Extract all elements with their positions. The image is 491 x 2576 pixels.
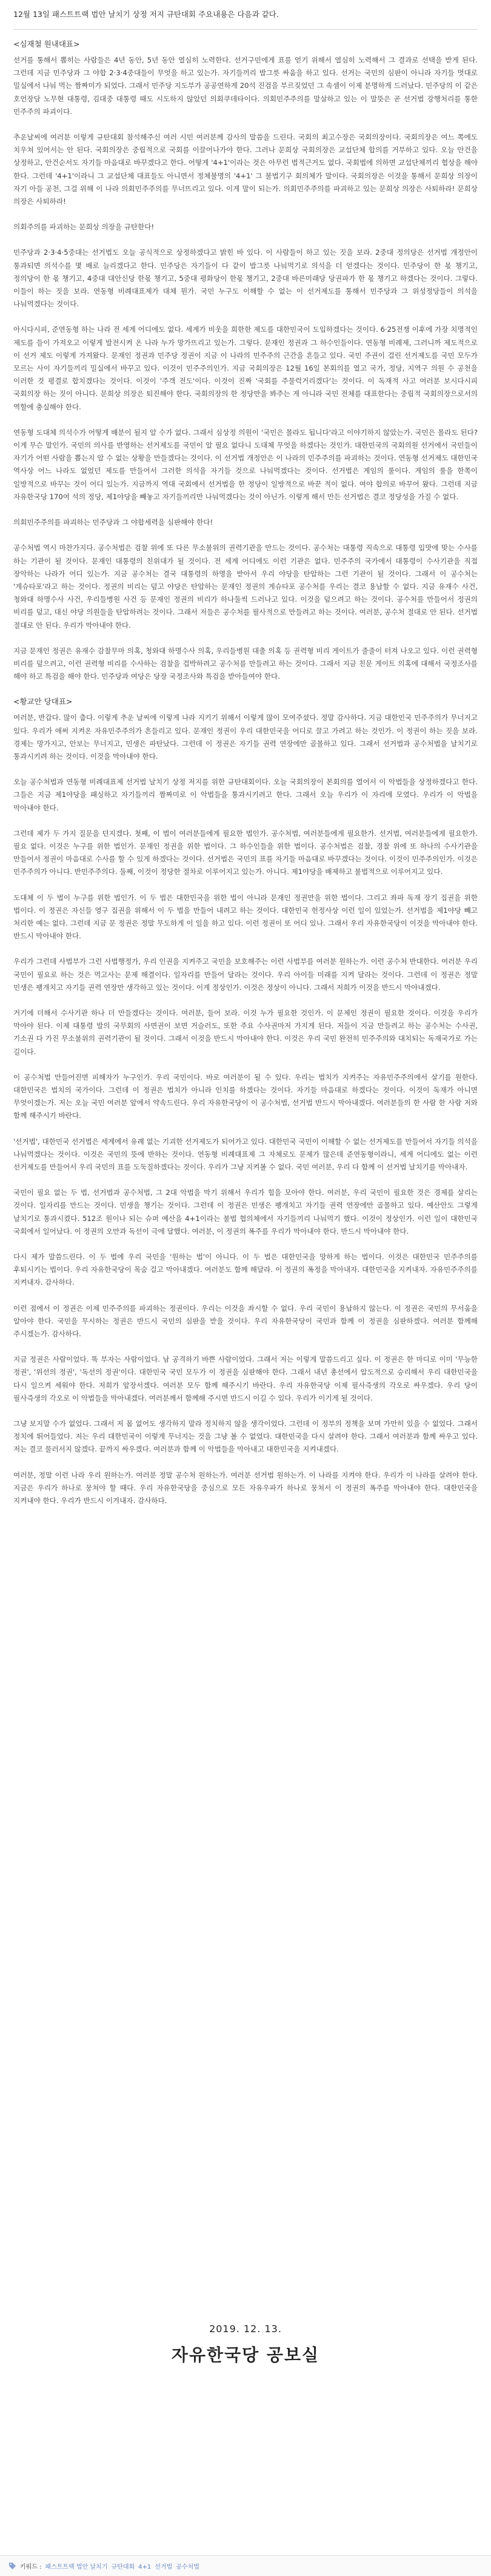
speech-paragraph: 도대체 이 두 법이 누구를 위한 법인가. 이 두 법은 대한민국을 위한 법이 아니라 문재인 정권만을 위한 법이다. 그리고 좌파 독재 장기 집권을 위한 법이다. 이 정권은 자신들 영구 집권을 위해서 이 두 법을 만들어 내려고 하는 것이다. 대한민국 헌정사상 이런 일이 있었는가. 선거법을 제1야당 빼고 처리한 예는 없다. 그런데 지금 문 정권은 정말 무도하게 이 일을 하고 있다. 이런 정권이 또 어디 있나. 그래서 우리 자유한국당이 이것을 막아내야 한다. 반드시 막아내야 한다. [13,893,478,941]
release-date: 2019. 12. 13. [209,2323,282,2335]
speech-paragraph: 지금 정권은 사람이었다. 똑 부자는 사람이었다. 남 공격하기 바쁜 사람이었다. 그래서 저는 이렇게 말씀드리고 싶다. 이 정권은 한 마디로 이미 '무능한 정권', '위선의 정권', '독선의 정권'이다. 대한민국 국민 모두가 이 정권을 심판해야 한다. 그래서 내년 총선에서 압도적으로 승리해서 우리 대한민국을 다시 일으켜 세워야 한다. 저희가 앞장서겠다. 여러분 모두 함께 해주시기 바란다. 우리 자유한국당 이제 필사즉생의 각오로 싸우겠다. 우리 당이 필사즉생의 각오로 이 악법들을 막아내겠다. 여러분께서 함께해 주시면 반드시 이길 수 있다. 우리가 이기게 될 것이다. [13,1355,478,1402]
speech-paragraph: 의회민주주의를 파괴하는 민주당과 그 야합세력을 심판해야 한다! [13,518,213,527]
speech-paragraph: 다시 제가 말씀드린다. 이 두 법에 우리 국민을 '원하는 법'이 아니다. 이 두 법은 대한민국을 망하게 하는 법이다. 이것은 대한민국 민주주의를 후퇴시키는 법이다. 우리 자유한국당이 목숨 걸고 막아내겠다. 여러분도 함께 해달라. 이 정권의 폭정을 막아내자. 대한민국을 지켜내자. 자유민주주의를 지켜내자. 감사하다. [13,1253,478,1287]
speech-paragraph: 추운날씨에 여러분 이렇게 규탄대회 참석해주신 여러 시민 여러분께 감사의 말씀을 드린다. 국회의 최고수장은 국회의장이다. 국회의장은 여느 쪽에도 치우쳐 있어서는 안 된다. 국회의장은 중립적으로 국회를 이끌어나가야 한다. 그러나 문희상 국회의장은 교섭단체 합의를 거부하고 있다. 오늘 안건을 상정하고, 안건순서도 자기들 마음대로 바꾸겠다고 한다. 어떻게 '4+1'이라는 것은 아무런 법적근거도 없다. 국회법에 의하면 교섭단체끼리 협상을 해야 한다. 그런데 '4+1'이라니 그 교섭단체 대표들도 아니면서 정체불명의 '4+1' 그 불법기구 회의체가 말이다. 국회의장은 이것을 통해서 문희상 의장이 자기 아들 공천, 그걸 위해 이 나라 의회민주주의를 무너뜨리고 있다. 이게 말이 되는가. 의회민주주의를 파괴하고 있는 문희상 의장은 사퇴하라! 문희상 의장은 사퇴하라! [13,133,478,206]
speech-paragraph: 이런 점에서 이 정권은 이제 민주주의를 파괴하는 정권이다. 우리는 이것을 좌시할 수 없다. 우리 국민이 용납하지 않는다. 이 정권은 국민의 무서움을 알아야 한다. 국민을 무시하는 정권은 반드시 국민의 심판을 받을 것이다. 우리 자유한국당이 국민과 함께 이 정권을 심판하겠다. 여러분 함께해 주시겠는가. 감사하다. [13,1303,478,1339]
speech-paragraph: '선거법', 대한민국 선거법은 세계에서 유례 없는 기괴한 선거제도가 되어가고 있다. 대한민국 국민이 이해할 수 없는 선거제도를 만들어서 자기들 의석을 나눠먹겠다는 것이다. 이것은 국민의 뜻에 반하는 것이다. 연동형 비례대표제 그 자체로도 문제가 많은데 준연동형이라니, 세계 어디에도 없는 이런 선거제도를 만들어서 우리 국민의 표를 도둑질하겠다는 것이다. 우리가 그냥 지켜볼 수 없다. 국민 여러분, 우리 다 함께 이 선거법 날치기를 막아내자. [13,1137,478,1172]
speech-paragraph: 의회주의를 파괴하는 문희상 의장을 규탄한다! [13,223,155,232]
keyword-tag[interactable]: 선거법 [155,2564,173,2571]
speech-paragraph: 국민이 필요 없는 두 법, 선거법과 공수처법, 그 2대 악법을 막기 위해서 우리가 힘을 모아야 한다. 여러분, 우리 국민이 필요한 것은 경제를 살리는 것이다. 일자리를 만드는 것이다. 민생을 챙기는 것이다. 그런데 이 정권은 민생은 팽개치고 자기들 권력 연장에만 골몰하고 있다. 예산안도 그렇게 날치기로 통과시켰다. 512조 원이나 되는 슈퍼 예산을 4+1이라는 불법 협의체에서 자기들끼리 나눠먹기 했다. 이것이 정상인가. 이런 일이 대한민국 국회에서 일어났다. 이 정권의 오만과 독선이 극에 달했다. 여러분, 이 정권의 폭주를 우리가 막아내야 한다. 반드시 막아내야 한다. [13,1188,478,1236]
tag-icon [8,2562,16,2570]
speech-paragraph: 그냥 보지말 수가 없었다. 그래서 저 몸 없어도 생각하지 말라 정치하지 않을 생각이었다. 그런데 이 정부의 정책을 보며 가만히 있을 수 없었다. 그래서 정치에 뛰어들었다. 저는 우리 대한민국이 이렇게 무너지는 것을 그냥 볼 수 없었다. 대한민국을 다시 살려야 한다. 그래서 여러분과 함께 싸우고 있다. 저는 결코 물러서지 않겠다. 끝까지 싸우겠다. 여러분과 함께 이 악법들을 막아내고 대한민국을 지켜내겠다. [13,1419,478,1454]
speech-paragraph: 지금 문재인 정권은 유재수 감찰무마 의혹, 청와대 하명수사 의혹, 우리들병원 대출 의혹 등 권력형 비리 게이트가 줄줄이 터져 나오고 있다. 이런 권력형 비리를 덮으려고, 이런 권력형 비리를 수사하는 검찰을 겁박하려고 공수처를 만들려고 하는 것이다. 그래서 지금 친문 게이트 의혹에 대해서 국정조사를 해야 하고 특검을 해야 한다. 민주당과 여당은 당장 국정조사와 특검을 받아들여야 한다. [13,646,478,681]
speech-paragraph: 공수처법 역시 마찬가지다. 공수처법은 검찰 위에 또 다른 무소불위의 권력기관을 만드는 것이다. 공수처는 대통령 직속으로 대통령 입맛에 맞는 수사를 하는 기관이 될 것이다. 문재인 대통령의 친위대가 될 것이다. 전 세계 어디에도 이런 기관은 없다. 민주주의 국가에서 대통령이 수사기관을 직접 장악하는 나라가 어디 있는가. 지금 공수처는 결국 대통령의 하명을 받아서 우리 야당을 탄압하는 그런 기관이 될 것이다. 그래서 이 공수처는 '게슈타포'라고 하는 것이다. 정권의 비리는 덮고 야당은 탄압하는 문재인 정권의 게슈타포 공수처를 우리는 결코 용납할 수 없다. 지금 유재수 사건, 청와대 하명수사 사건, 우리들병원 사건 등 문재인 정권의 비리가 하나둘씩 드러나고 있다. 이것을 덮으려고 하는 것이다. 공수처를 만들어서 정권의 비리를 덮고, 대신 야당 의원들을 탄압하려는 것이다. 그래서 저들은 공수처를 필사적으로 만들려고 하는 것이다. 여러분, 공수처 절대로 안 된다. 선거법 절대로 안 된다. 우리가 막아내야 한다. [13,543,478,630]
speech-paragraph: 민주당과 2·3·4·5중대는 선거법도 오늘 공식적으로 상정하겠다고 밝힌 바 있다. 이 사람들이 하고 있는 짓을 보라. 2중대 정의당은 선거법 개정안이 통과되면 의석수를 몇 배로 늘리겠다고 한다. 민주당은 자기들이 다 같이 밥그릇 나눠먹기로 의석을 더 얻겠다는 것이다. 민주당이 한 몫 챙기고, 정의당이 한 몫 챙기고, 4중대 대안신당 한몫 챙기고, 5중대 평화당이 한몫 챙기고, 2중대 바른미래당 당권파가 한 몫 챙기고 하겠다는 것이다. 그렇다. 이들이 하는 짓을 보라. 연동형 비례대표제가 대체 뭔가. 국민 누구도 이해할 수 없는 이 선거제도를 통해서 민주당과 그 위성정당들이 의석을 나눠먹겠다는 것이다. [13,248,478,309]
speech-paragraph: 우리가 그런데 사법부가 그런 사법행정가, 우리 인권을 지켜주고 국민을 보호해주는 이런 사법부를 여러분 원하는가. 이런 공수처 반대한다. 여러분 우리 국민이 필요로 하는 것은 먹고사는 문제 해결이다. 일자리를 만들어 달라는 것이다. 우리 아이들 미래를 지켜 달라는 것이다. 그런데 이 정권은 정말 민생은 팽개치고 자기들 권력 연장만 생각하고 있는 것이다. 이게 정상인가. 이것은 정상이 아니다. 그래서 저희가 이것을 반드시 막아내겠다. [13,957,478,992]
keyword-tag[interactable]: 규탄대회 [111,2564,135,2571]
keyword-list [45,2561,203,2571]
lead-text: 12월 13일 패스트트랙 법안 날치기 상정 저지 규탄대회 주요내용은 다음과 같다. [13,10,279,19]
speech-paragraph: 아시다시피, 준연동형 하는 나라 전 세계 어디에도 없다. 세계가 비웃을 희한한 제도를 대한민국이 도입하겠다는 것이다. 6·25전쟁 이후에 가장 치명적인 제도를 들이 가져오고 이렇게 발전시켜 온 나라 누가 망가뜨리고 있는가. 그렇다. 문재인 정권과 그 하수인들이다. 연동형 비례제, 그러니까 제도적으로 이 선거 제도 이렇게 가져왔다. 문재인 정권과 민주당 정권이 지금 이 나라의 민주주의 근간을 흔들고 있다. 국민 주권이 걸린 선거제도를 국민 모두가 모르는 사이 자기들끼리 밀실에서 바꾸고 있다. 이것이 민주주의인가. 지금 국회의장은 12월 16일 본회의를 열고 국가, 정당, 지역구 의원 수 공천을 이러한 것 평결로 합치겠다는 것이다. 이것이 '주객 전도'이다. 이것이 진짜 '국회를 주물럭거리겠다'는 것이다. 이 독재적 사고 여러분 보시다시피 국회의장 하는 짓이 아니다. 문희상 의장은 퇴진해야 한다. 국회의장의 한 정당만을 봐주는 게 아니라 국민 전체를 대표한다는 중립적 국회의장으로서의 역할에 충실해야 한다. [13,325,478,411]
keyword-tag[interactable]: 4+1 [138,2564,152,2571]
speech-paragraph: 그런데 제가 두 가지 질문을 던지겠다. 첫째, 이 법이 여러분들에게 필요한 법인가. 공수처법, 여러분들에게 필요한가. 선거법, 여러분들에게 필요한가. 필요 없다. 이것은 누구를 위한 법인가. 문재인 정권을 위한 법이다. 그 하수인들을 위한 법이다. 공수처법은 검찰, 경찰 위에 또 하나의 수사기관을 만들어서 정권이 마음대로 수사를 할 수 있게 하겠다는 것이다. 선거법은 국민의 표를 자기들 마음대로 바꾸겠다는 것이다. 이것이 민주주의인가. 이것은 민주주의가 아니다. 반민주주의다. 둘째, 이것이 정당한 절차로 이루어지고 있는가. 아니다. 제1야당을 배제하고 불법적으로 이루어지고 있다. [13,829,478,876]
keyword-tag[interactable]: 공수처법 [176,2564,199,2571]
speech-paragraph: 오늘 공수처법과 연동형 비례대표제 선거법 날치기 상정 저지를 위한 규탄대회이다. 오늘 국회의장이 본회의를 열어서 이 악법들을 상정하겠다고 한다. 그들은 지금 제1야당을 패싱하고 자기들끼리 짬짜미로 이 악법들을 통과시키려고 한다. 그래서 오늘 우리가 이 자리에 모였다. 우리가 이 악법을 막아내야 한다. [13,778,478,812]
section-title: <황교안 당대표> [13,697,73,707]
speech-paragraph: 연동형 도대체 의석수가 어떻게 배분이 될지 알 수가 없다. 그래서 심상정 의원이 '국민은 몰라도 됩니다'라고 이야기하지 않았는가. 국민은 몰라도 된다? 이게 무슨 말인가. 국민의 의사를 반영하는 선거제도를 국민이 알 필요 없다니 도대체 무엇을 하겠다는 것인가. 대한민국의 국회의원 선거에서 국민들이 자기가 어떤 사람을 뽑는지 알 수 없는 상황을 만들겠다는 것이다. 이 선거법 개정안은 이 나라의 민주주의를 파괴하는 것이다. 연동형 선거제도 대한민국 역사상 어느 나라도 없었던 제도를 만들어서 그러한 의석을 자기들 것으로 나눠먹겠다는 것이다. 선거법은 게임의 룰이다. 게임의 룰을 한쪽이 일방적으로 바꾸는 것이 어디 있는가. 지금까지 역대 국회에서 선거법을 한 정당이 일방적으로 바꾼 적이 없다. 여야 합의로 바꾸어 왔다. 그런데 지금 자유한국당 170여 석의 정당, 제1야당을 빼놓고 자기들끼리만 나눠먹겠다는 것이 아닌가. 이렇게 해서 만든 선거법은 결코 정당성을 가질 수 없다. [13,428,478,501]
issuer-name: 자유한국당 공보실 [171,2345,320,2365]
release-footer [0,2323,491,2366]
speech-paragraph: 여러분, 정말 이런 나라 우리 원하는가. 여러분 정말 공수처 원하는가. 여러분 선거법 원하는가. 이 나라를 지켜야 한다. 우리가 이 나라를 살려야 한다. 지금은 우리가 하나로 뭉쳐야 할 때다. 우리 자유한국당을 중심으로 모든 자유우파가 하나로 뭉쳐서 이 정권의 폭주를 막아내야 한다. 대한민국을 지켜내야 한다. 우리가 반드시 이겨내자. 감사하다. [13,1470,478,1505]
speech-paragraph: 여러분, 반갑다. 많이 춥다. 이렇게 추운 날씨에 이렇게 나라 지키기 위해서 이렇게 많이 모여주셨다. 정말 감사하다. 지금 대한민국 민주주의가 무너지고 있다. 우리가 애써 지켜온 자유민주주의가 흔들리고 있다. 문재인 정권이 우리 대한민국을 어디로 끌고 가려고 하는 것인가. 이 정권이 하는 짓을 보라. 경제는 망가지고, 안보는 무너지고, 민생은 파탄났다. 그런데 이 정권은 자기들 권력 연장에만 골몰하고 있다. 그래서 선거법과 공수처법을 날치기로 통과시키려 하는 것이다. 이것을 막아내야 한다. [13,713,478,761]
keyword-label: 키워드 : [20,2564,42,2571]
divider [13,29,478,30]
speech-sections [13,38,478,1507]
speech-paragraph: 거기에 더해서 수사기관 하나 더 만들겠다는 것이다. 여러분, 들어 보라. 이것 누가 필요한 것인가. 이 문제인 정권이 필요한 것이다. 이것을 우리가 막아야 된다. 이제 대통령 발의 국무회의 사면권이 보면 거슬러도, 또한 주요 수사권마저 가지게 된다. 저들이 지금 만들려고 하는 공수처는 수사권, 기소권 다 가진 무소불위의 권력기관이 될 것이다. 그래서 이것을 반드시 막아내야 한다. 이것은 우리 국민 완전히 민주주의와 대치되는 독재국가로 가는 길이다. [13,1008,478,1056]
speech-paragraph: 선거를 통해서 뽑히는 사람들은 4년 동안, 5년 동안 열심히 노력한다. 선거구민에게 표를 얻기 위해서 열심히 노력해서 그 결과로 선택을 받게 된다. 그런데 지금 민주당과 그 야합 2·3·4중대들이 무엇을 하고 있는가. 자기들끼리 밥그릇 싸움을 하고 있다. 선거는 국민의 심판이 아니라 자기들 멋대로 밀실에서 나눠 먹는 짬짜미가 되었다. 그래서 민주당 지도부가 공공연하게 20석 진검을 부르짖었던 그 속셈이 이제 분명하게 드러났다. 민주당의 이 같은 호언장담 노무현 대통령, 김대중 대통령 때도 시도하지 않았던 의회쿠데타이다. 의회민주주의를 말살하고 있는 이 말뜻은 곧 선거법 강행처리를 통한 민주주의 파괴이다. [13,56,478,116]
section-title: <심재철 원내대표> [13,39,80,49]
keyword-bar [0,2555,491,2576]
speech-paragraph: 이 공수처법 만들어진면 피해자가 누구인가. 우리 국민이다. 바로 여러분이 될 수 있다. 우리는 법치가 지켜주는 자유민주주의에서 살기를 원한다. 대한민국은 법치의 국가이다. 그런데 이 정권은 법치가 아니라 인치를 하겠다는 것이다. 자기들 마음대로 하겠다는 것이다. 이것이 독재가 아니면 무엇이겠는가. 저는 오늘 국민 여러분 앞에서 약속드린다. 우리 자유한국당이 이 공수처법, 선거법 반드시 막아내겠다. 여러분들의 한 사람 한 사람 저와 함께 해주시기 바란다. [13,1072,478,1120]
keyword-tag[interactable]: 패스트트랙 법안 날치기 [45,2564,108,2571]
